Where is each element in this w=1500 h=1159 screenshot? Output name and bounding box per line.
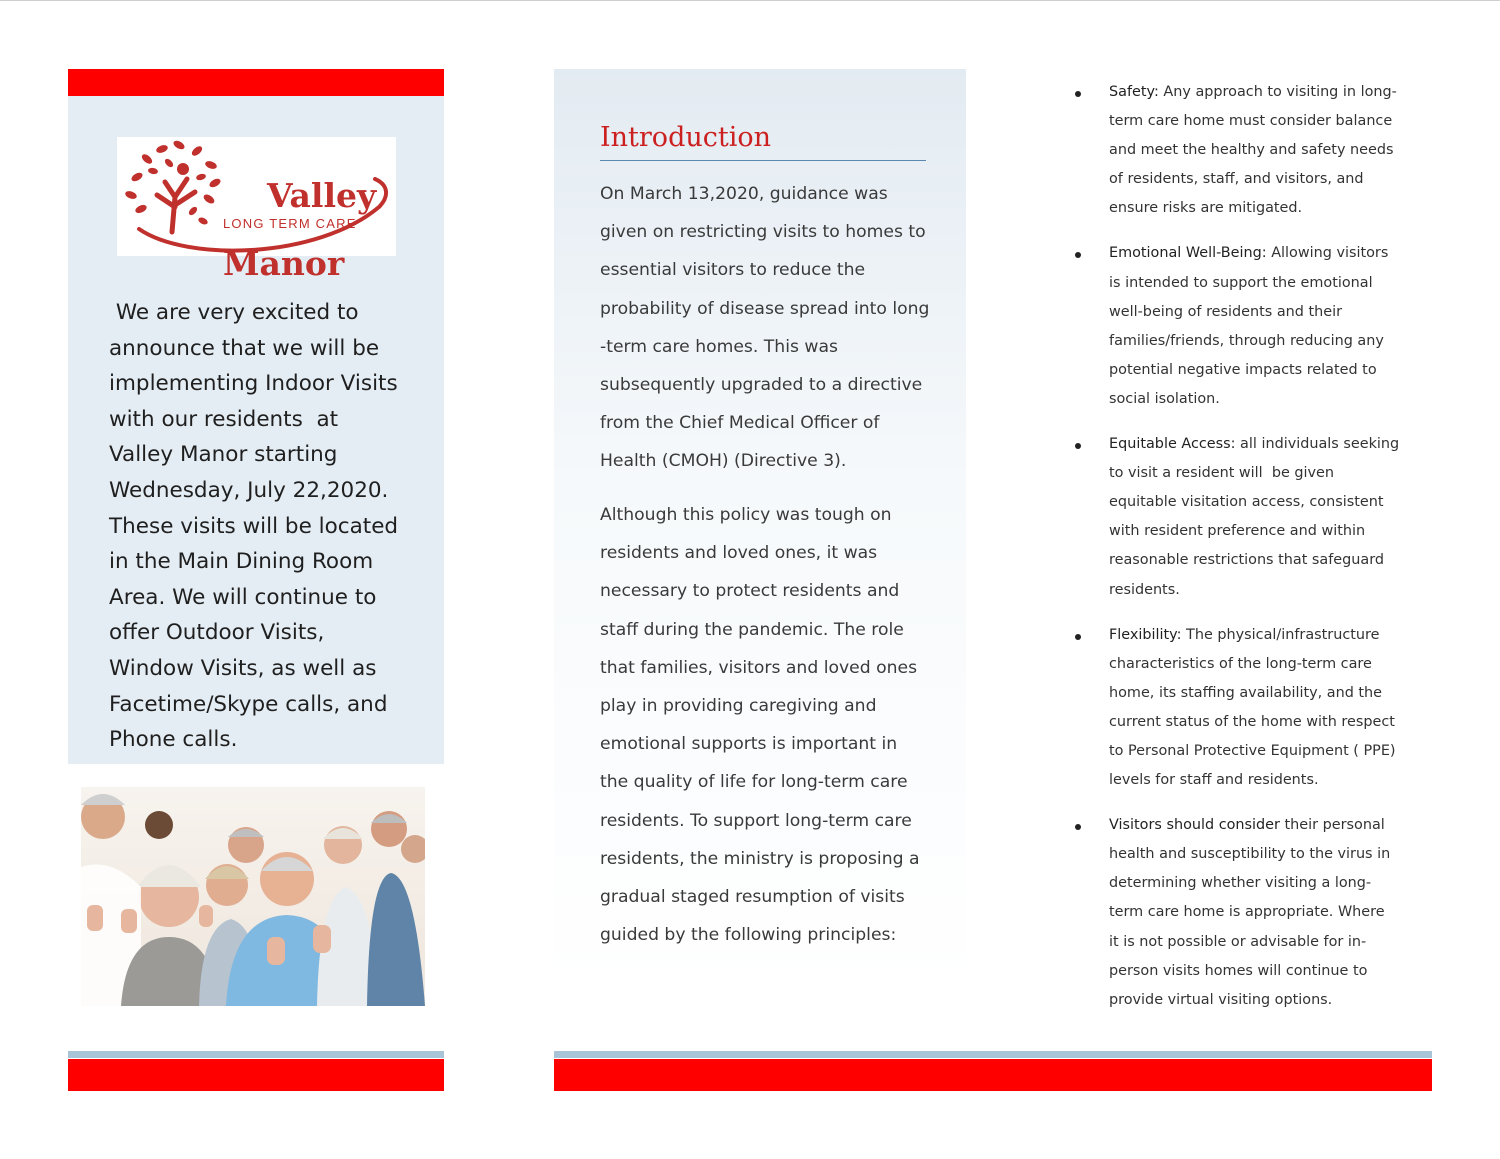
principle-text <box>1109 239 1400 414</box>
logo-line-manor: Manor <box>223 244 345 283</box>
principle-text <box>1109 621 1400 796</box>
principle-description: Any approach to visiting in long- term care home must consider balance and meet the healthy and safety needs of residents, staff, and visitors, and ensure risks are mitigated. <box>1109 84 1397 217</box>
top-border <box>0 0 1500 1</box>
bullet-icon <box>1075 443 1081 449</box>
principle-text <box>1109 430 1400 605</box>
valley-manor-logo <box>117 137 396 283</box>
principle-description: Allowing visitors is intended to support the emotional well-being of residents and their families/friends, through reducing any potential negative impacts related to social isolation. <box>1109 245 1389 407</box>
principle-term: Emotional Well-Being: <box>1109 245 1267 262</box>
residents-photo-illustration <box>81 787 425 1006</box>
principle-visitors-consider <box>1070 811 1400 1015</box>
principle-text <box>1109 811 1400 1015</box>
right-bottom-red-bar <box>554 1059 1432 1091</box>
introduction-heading: Introduction <box>600 122 771 153</box>
introduction-paragraph-2: Although this policy was tough on residents and loved ones, it was necessary to protect residents and staff during the pandemic. The role that families, visitors and loved ones play in providing caregiving and emotional supports is important in the quality of life for long-term care residents. To support long-term care residents, the ministry is proposing a gradual staged resumption of visits guided by the following principles: <box>600 505 920 946</box>
principle-safety <box>1070 78 1400 223</box>
right-bottom-blue-bar <box>554 1051 1432 1058</box>
left-bottom-blue-bar <box>68 1051 444 1058</box>
bullet-icon <box>1075 634 1081 640</box>
principle-term: Flexibility: <box>1109 626 1182 643</box>
residents-group-photo <box>81 787 425 1006</box>
left-bottom-red-bar <box>68 1059 444 1091</box>
indoor-visits-announcement: We are very excited to announce that we will be implementing Indoor Visits with our residents at Valley Manor starting Wednesday, July 22,2020. These visits will be located in the Main Dining Room Area. We will continue to offer Outdoor Visits, Window Visits, as well as Facetime/Skype calls, and Phone calls. <box>109 300 399 753</box>
bullet-icon <box>1075 824 1081 830</box>
principle-description: all individuals seeking to visit a resident will be given equitable visitation access, consistent with resident preference and within reasonable restrictions that safeguard residents. <box>1109 436 1400 598</box>
bullet-icon <box>1075 252 1081 258</box>
principle-term: Equitable Access: <box>1109 436 1236 453</box>
principle-flexibility <box>1070 621 1400 796</box>
principle-description: The physical/infrastructure characteristics of the long-term care home, its staffing availability, and the current status of the home with respect to Personal Protective Equipment ( PPE) levels for staff and residents. <box>1109 626 1396 789</box>
principle-term: Visitors should consider <box>1109 817 1280 834</box>
principle-text <box>1109 78 1400 223</box>
principles-list <box>1070 78 1400 1031</box>
logo-subtitle: LONG TERM CARE <box>223 216 357 231</box>
heading-underline <box>600 160 926 161</box>
principle-emotional-well-being <box>1070 239 1400 414</box>
left-top-red-bar <box>68 69 444 96</box>
logo-line-valley: Valley <box>266 176 377 215</box>
principle-equitable-access <box>1070 430 1400 605</box>
bullet-icon <box>1075 91 1081 97</box>
principle-description: their personal health and susceptibility to the virus in determining whether visiting a long- term care home is appropriate. Where it is not possible or advisable for in- person visits homes will continue to provide virtual visiting options. <box>1109 817 1391 1008</box>
introduction-paragraph-1: On March 13,2020, guidance was given on restricting visits to homes to essential visitors to reduce the probability of disease spread into long -term care homes. This was subsequently upgraded to a directive from the Chief Medical Officer of Health (CMOH) (Directive 3). <box>600 184 930 472</box>
principle-term: Safety: <box>1109 84 1159 100</box>
